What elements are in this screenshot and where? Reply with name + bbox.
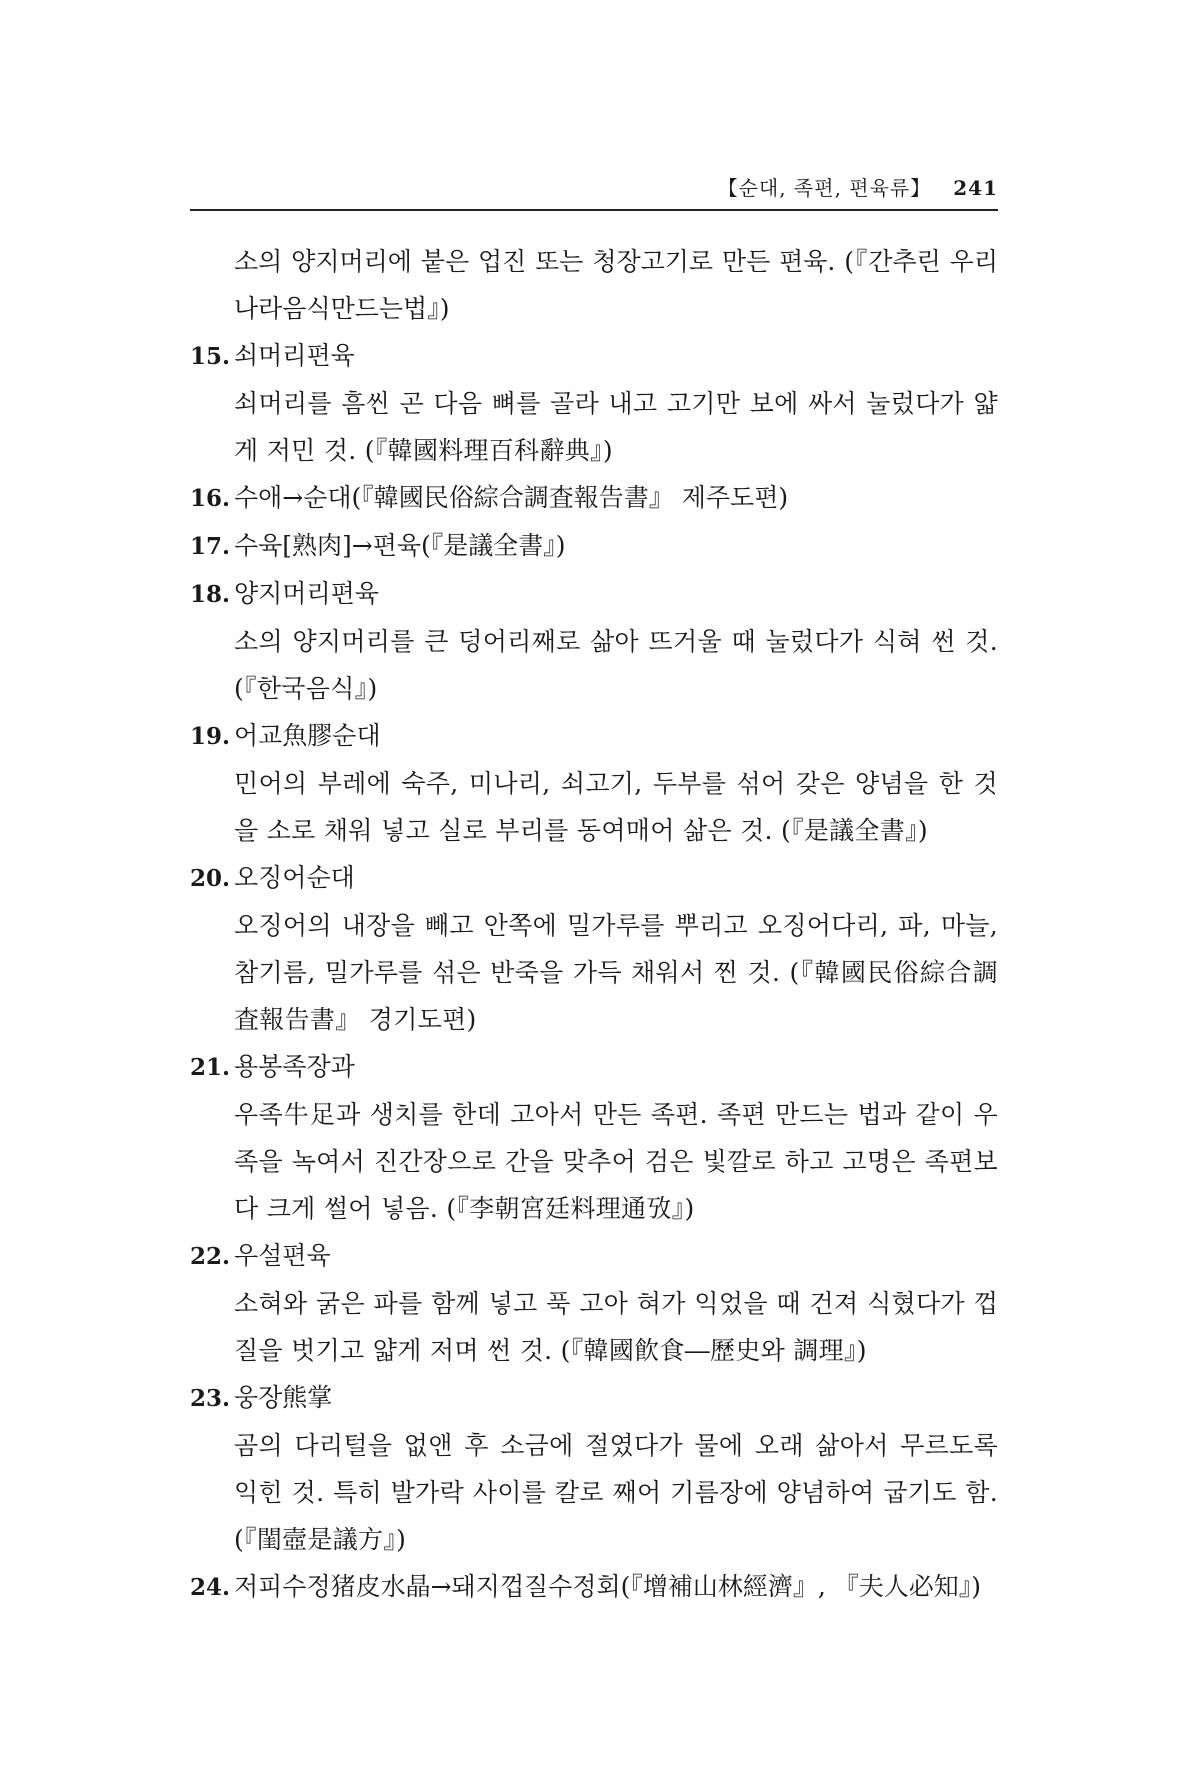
entry-number: 17. xyxy=(190,533,231,560)
entry-16 xyxy=(190,474,998,522)
running-head-section: 【순대, 족편, 편육류】 xyxy=(717,176,932,200)
entry-15 xyxy=(190,332,998,474)
entry-definition: 우족牛足과 생치를 한데 고아서 만든 족편. 족편 만드는 법과 같이 우족을 녹여서 진간장으로 간을 맞추어 검은 빛깔로 하고 고명은 족편보다 크게 썰어 넣음. (『李朝宮廷料理通攷』) xyxy=(234,1100,998,1223)
entry-number: 22. xyxy=(190,1243,231,1270)
entry-title: 수육[熟肉]→편육(『是議全書』) xyxy=(234,531,566,560)
entry-title: 양지머리편육 xyxy=(234,579,379,608)
entry-title: 우설편육 xyxy=(234,1241,331,1270)
entry-title: 웅장熊掌 xyxy=(234,1383,333,1412)
entry-17 xyxy=(190,522,998,570)
entry-number: 21. xyxy=(190,1054,231,1081)
lead-paragraph: 소의 양지머리에 붙은 업진 또는 청장고기로 만든 편육. (『간추린 우리나라음식만드는법』) xyxy=(234,247,998,323)
entry-number: 15. xyxy=(190,343,231,370)
entry-definition: 소혀와 굵은 파를 함께 넣고 푹 고아 혀가 익었을 때 건져 식혔다가 껍질을 벗기고 얇게 저며 썬 것. (『韓國飮食―歷史와 調理』) xyxy=(234,1289,998,1365)
running-head xyxy=(190,172,998,201)
entry-number: 24. xyxy=(190,1574,231,1601)
entry-number: 16. xyxy=(190,485,231,512)
entry-number: 19. xyxy=(190,723,231,750)
entry-title: 오징어순대 xyxy=(234,863,355,892)
header-rule xyxy=(190,209,998,211)
entry-definition: 민어의 부레에 숙주, 미나리, 쇠고기, 두부를 섞어 갖은 양념을 한 것을 소로 채워 넣고 실로 부리를 동여매어 삶은 것. (『是議全書』) xyxy=(234,769,998,845)
entry-definition: 쇠머리를 흠씬 곤 다음 뼈를 골라 내고 고기만 보에 싸서 눌렀다가 얇게 저민 것. (『韓國料理百科辭典』) xyxy=(234,389,998,465)
entry-22 xyxy=(190,1232,998,1374)
entry-number: 18. xyxy=(190,581,231,608)
page-body xyxy=(190,238,998,1611)
entry-title: 쇠머리편육 xyxy=(234,341,355,370)
entry-title: 어교魚膠순대 xyxy=(234,721,381,750)
entry-title: 수애→순대(『韓國民俗綜合調査報告書』 제주도편) xyxy=(234,483,789,512)
entry-definition: 오징어의 내장을 빼고 안쪽에 밀가루를 뿌리고 오징어다리, 파, 마늘, 참기름, 밀가루를 섞은 반죽을 가득 채워서 찐 것. (『韓國民俗綜合調査報告書』 경기도편) xyxy=(234,911,998,1034)
entry-20 xyxy=(190,854,998,1043)
entry-23 xyxy=(190,1374,998,1563)
entry-24 xyxy=(190,1563,998,1611)
entry-19 xyxy=(190,712,998,854)
page-number: 241 xyxy=(953,176,998,200)
entry-21 xyxy=(190,1043,998,1232)
entry-number: 20. xyxy=(190,865,231,892)
entry-definition: 곰의 다리털을 없앤 후 소금에 절였다가 물에 오래 삶아서 무르도록 익힌 것. 특히 발가락 사이를 칼로 째어 기름장에 양념하여 굽기도 함. (『閨壼是議方』) xyxy=(234,1431,998,1554)
entry-number: 23. xyxy=(190,1385,231,1412)
entry-title: 저피수정猪皮水晶→돼지껍질수정회(『增補山林經濟』, 『夫人必知』) xyxy=(234,1572,982,1601)
entry-title: 용봉족장과 xyxy=(234,1052,355,1081)
entry-definition: 소의 양지머리를 큰 덩어리째로 삶아 뜨거울 때 눌렀다가 식혀 썬 것. (『한국음식』) xyxy=(234,627,998,703)
entry-18 xyxy=(190,570,998,712)
